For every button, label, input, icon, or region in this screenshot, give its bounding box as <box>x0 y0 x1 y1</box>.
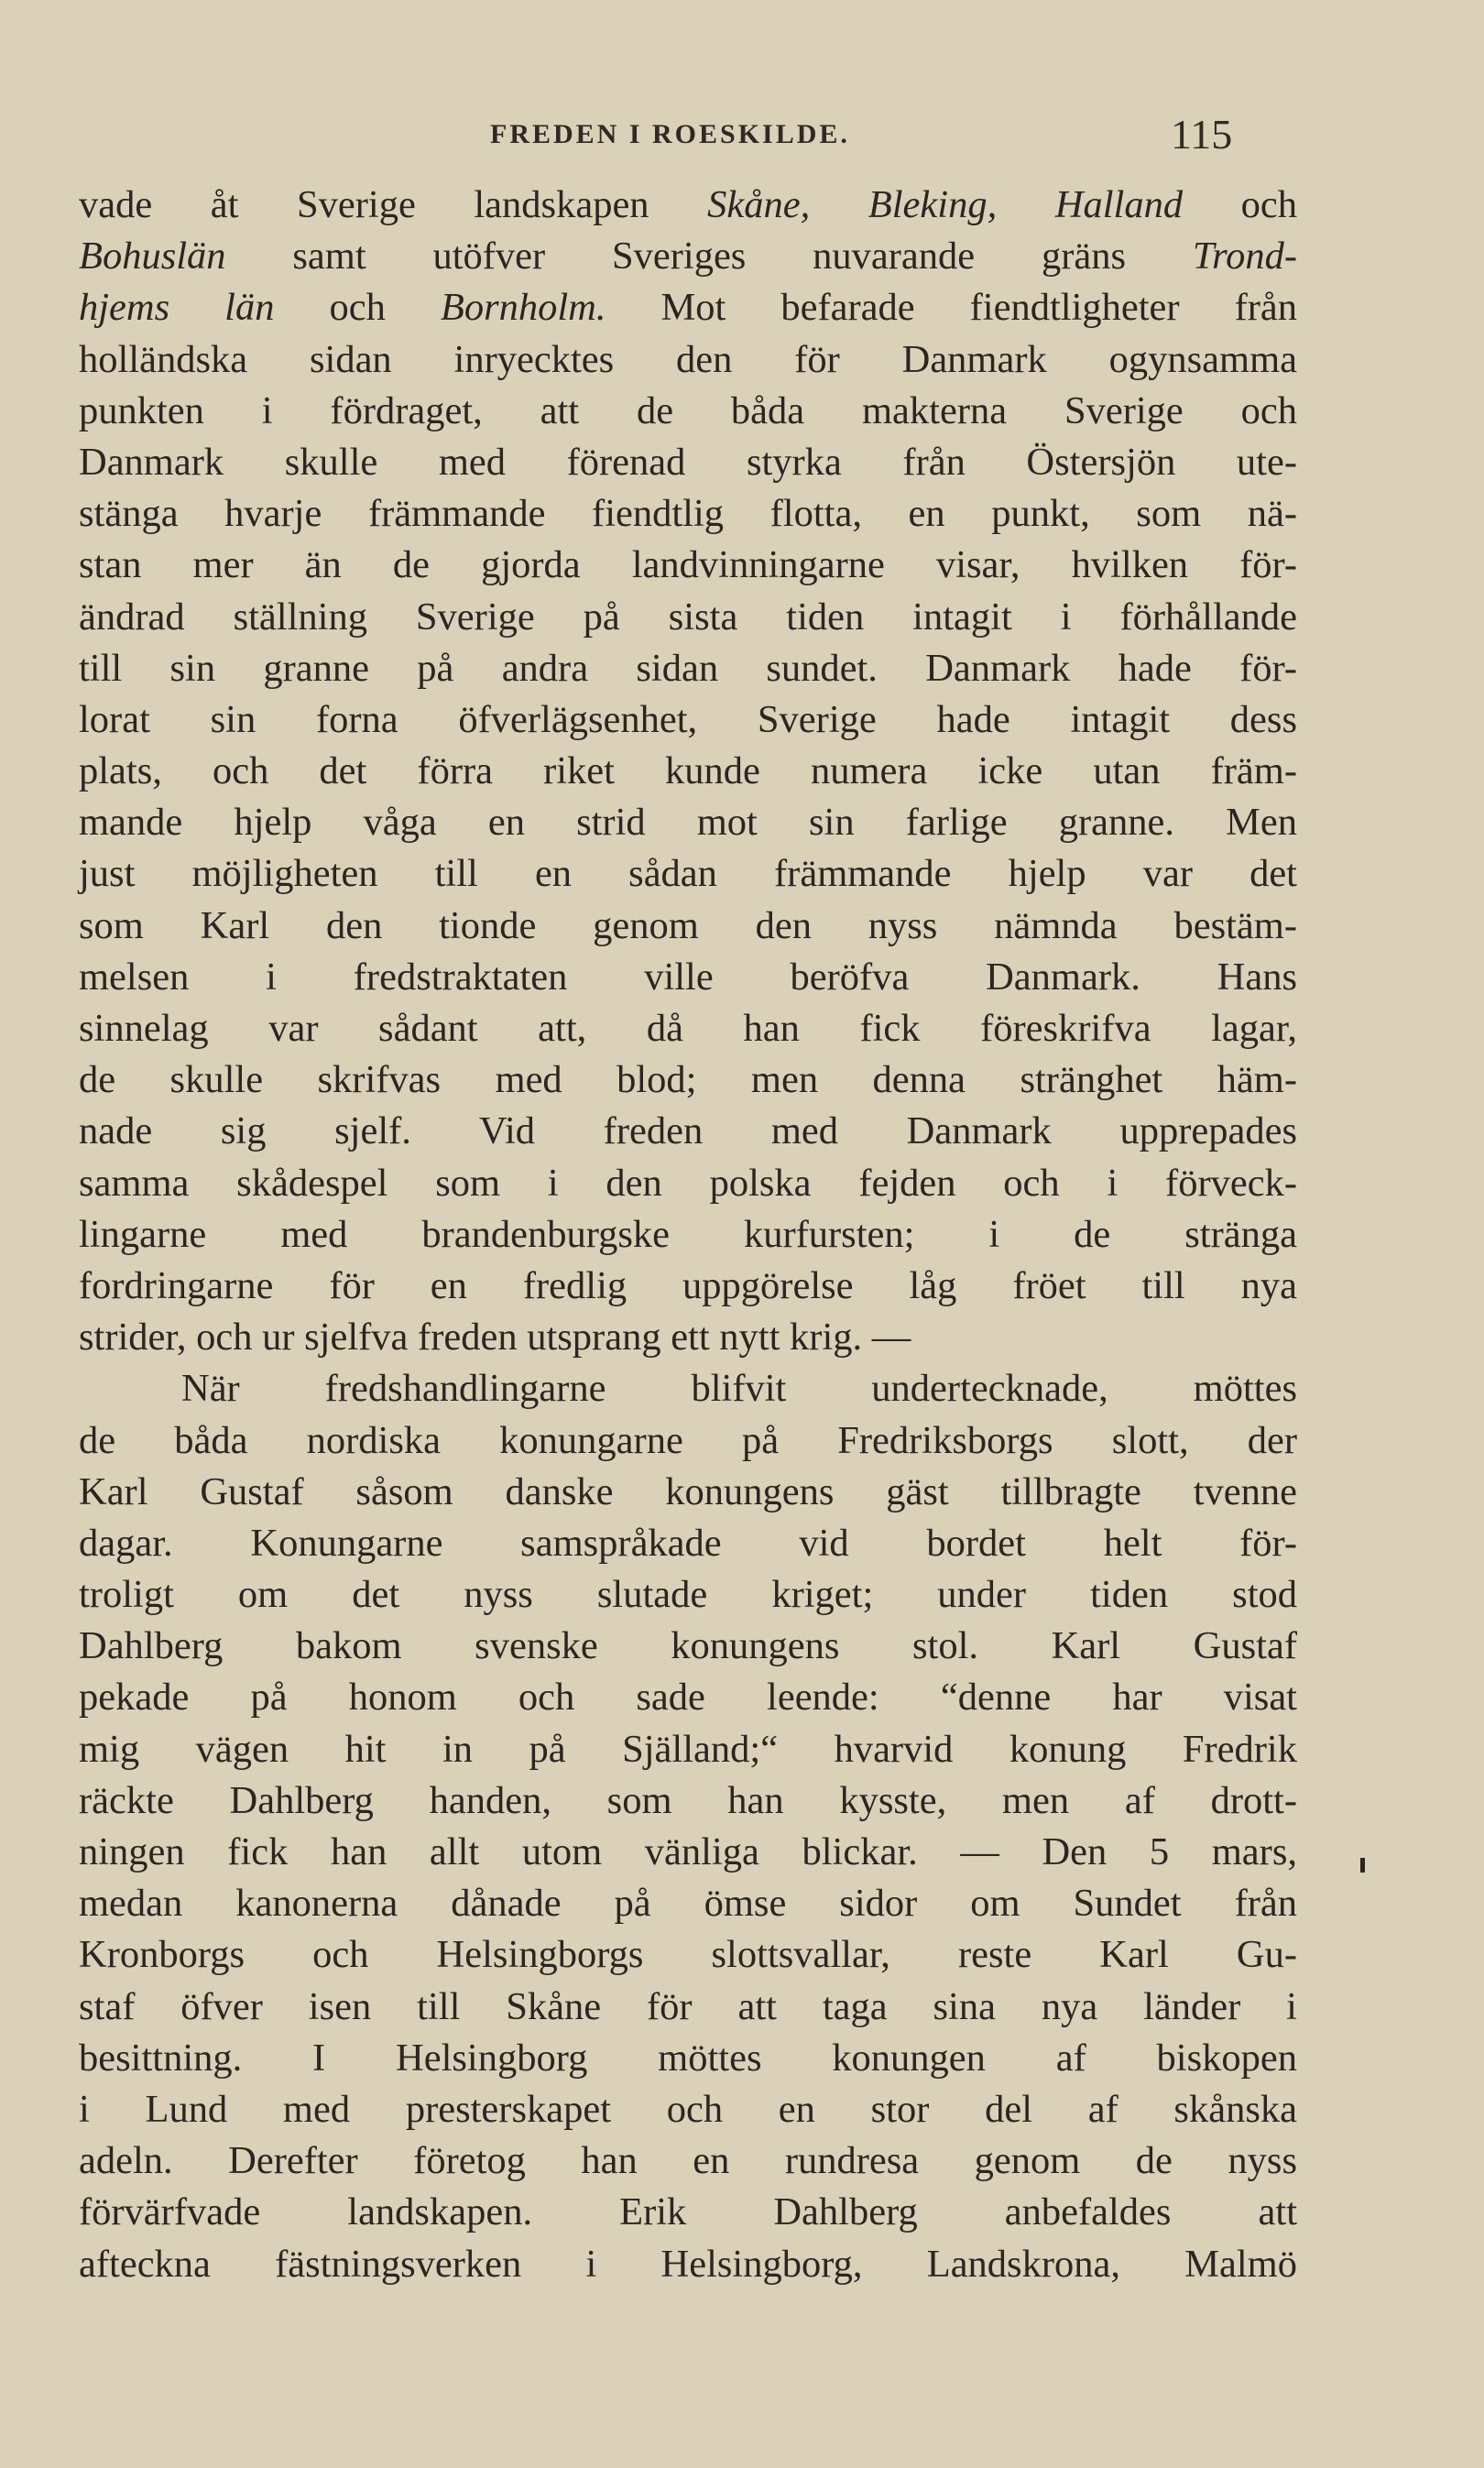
text-line <box>79 592 1297 643</box>
text-segment: ningen fick han allt utom vänliga blickar. — Den 5 mars, <box>79 1830 1297 1873</box>
text-segment: Karl Gustaf såsom danske konungens gäst tillbragte tvenne <box>79 1469 1297 1513</box>
text-line <box>79 1363 1297 1414</box>
page-header <box>0 108 1484 163</box>
italic-text: Skåne, <box>707 183 811 226</box>
text-segment: mande hjelp våga en strid mot sin farlige granne. Men <box>79 801 1297 845</box>
text-segment: de skulle skrifvas med blod; men denna stränghet häm- <box>79 1058 1297 1102</box>
text-segment: dagar. Konungarne samspråkade vid bordet helt för- <box>79 1521 1297 1565</box>
text-line <box>79 2239 1297 2290</box>
text-segment: punkten i fördraget, att de båda makterna Sverige och <box>79 388 1297 432</box>
text-line <box>79 848 1297 900</box>
text-segment: När fredshandlingarne blifvit undertecknade, möttes <box>181 1367 1297 1411</box>
text-line <box>79 1158 1297 1209</box>
text-segment: fordringarne för en fredlig uppgörelse låg fröet till nya <box>79 1263 1297 1307</box>
text-line <box>79 2033 1297 2084</box>
text-segment: Mot befarade fiendtligheter från <box>606 286 1297 330</box>
text-line <box>79 1467 1297 1518</box>
text-line <box>79 1775 1297 1827</box>
text-segment: holländska sidan inryecktes den för Danmark ogynsamma <box>79 337 1297 381</box>
text-segment: samt utöfver Sveriges nuvarande gräns <box>225 235 1193 278</box>
italic-text: Halland <box>1054 183 1184 226</box>
text-segment: och <box>274 286 441 330</box>
text-segment <box>810 183 868 226</box>
text-line <box>79 1569 1297 1621</box>
text-segment: troligt om det nyss slutade kriget; under tiden stod <box>79 1573 1297 1617</box>
running-title: FREDEN I ROESKILDE. <box>490 119 850 149</box>
text-segment: räckte Dahlberg handen, som han kysste, men af drott- <box>79 1778 1297 1822</box>
text-line <box>79 1415 1297 1467</box>
text-segment: plats, och det förra riket kunde numera icke utan främ- <box>79 749 1297 793</box>
italic-text: Bornholm. <box>440 286 606 330</box>
text-line <box>79 1312 1297 1363</box>
text-line <box>79 1878 1297 1929</box>
text-segment: i Lund med presterskapet och en stor del af skånska <box>79 2087 1297 2131</box>
text-segment <box>997 183 1055 226</box>
text-line <box>79 180 1297 231</box>
text-segment: sinnelag var sådant att, då han fick föreskrifva lagar, <box>79 1007 1297 1050</box>
text-segment: vade åt Sverige landskapen <box>79 183 708 226</box>
text-line <box>79 1827 1297 1878</box>
text-segment: besittning. I Helsingborg möttes konungen af biskopen <box>79 2036 1297 2080</box>
text-line <box>79 1003 1297 1054</box>
italic-text: Bohuslän <box>79 235 226 278</box>
text-segment: och <box>1183 183 1298 226</box>
text-segment: Kronborgs och Helsingborgs slottsvallar, reste Karl Gu- <box>79 1933 1297 1977</box>
text-line <box>79 2135 1297 2187</box>
text-segment: afteckna fästningsverken i Helsingborg, Landskrona, Malmö <box>79 2242 1297 2286</box>
text-line <box>79 386 1297 437</box>
text-segment: Dahlberg bakom svenske konungens stol. Karl Gustaf <box>79 1624 1297 1668</box>
text-line <box>79 901 1297 952</box>
text-line <box>79 1106 1297 1157</box>
text-line <box>79 1054 1297 1106</box>
text-line <box>79 1982 1297 2033</box>
text-segment: stan mer än de gjorda landvinningarne visar, hvilken för- <box>79 543 1297 587</box>
text-segment: just möjligheten till en sådan främmande hjelp var det <box>79 852 1297 896</box>
text-segment: staf öfver isen till Skåne för att taga sina nya länder i <box>79 1984 1297 2028</box>
text-line <box>79 1724 1297 1775</box>
text-line <box>79 1621 1297 1672</box>
text-segment: lingarne med brandenburgske kurfursten; i de stränga <box>79 1212 1297 1256</box>
text-line <box>79 1261 1297 1312</box>
text-segment: stänga hvarje främmande fiendtlig flotta, en punkt, som nä- <box>79 492 1297 536</box>
italic-text: Trond- <box>1192 235 1297 278</box>
italic-text: hjems län <box>79 286 275 330</box>
text-line <box>79 746 1297 797</box>
text-segment: mig vägen hit in på Själland;“ hvarvid konung Fredrik <box>79 1727 1297 1771</box>
text-segment: adeln. Derefter företog han en rundresa genom de nyss <box>79 2139 1297 2183</box>
text-segment: pekade på honom och sade leende: “denne har visat <box>79 1676 1297 1720</box>
page-number: 115 <box>1171 111 1233 158</box>
text-line <box>79 2084 1297 2135</box>
text-segment: de båda nordiska konungarne på Fredriksborgs slott, der <box>79 1418 1297 1462</box>
text-line <box>79 1209 1297 1261</box>
text-segment: ändrad ställning Sverige på sista tiden intagit i förhållande <box>79 595 1297 639</box>
text-line <box>79 437 1297 488</box>
text-line <box>79 952 1297 1003</box>
text-line <box>79 2187 1297 2238</box>
text-line <box>79 1518 1297 1569</box>
text-segment: förvärfvade landskapen. Erik Dahlberg anbefaldes att <box>79 2190 1297 2234</box>
text-segment: melsen i fredstraktaten ville beröfva Danmark. Hans <box>79 955 1297 999</box>
text-segment: Danmark skulle med förenad styrka från Östersjön ute- <box>79 440 1297 484</box>
text-line <box>79 1672 1297 1723</box>
text-line <box>79 1929 1297 1981</box>
text-line <box>79 334 1297 386</box>
text-segment: som Karl den tionde genom den nyss nämnda bestäm- <box>79 903 1297 947</box>
text-segment: samma skådespel som i den polska fejden och i förveck- <box>79 1161 1297 1205</box>
text-line <box>79 797 1297 848</box>
text-line <box>79 540 1297 591</box>
body-text <box>79 180 1297 2290</box>
text-line <box>79 231 1297 282</box>
text-line <box>79 282 1297 333</box>
text-segment: till sin granne på andra sidan sundet. Danmark hade för- <box>79 646 1297 690</box>
text-segment: medan kanonerna dånade på ömse sidor om Sundet från <box>79 1882 1297 1926</box>
text-line <box>79 643 1297 694</box>
text-segment: lorat sin forna öfverlägsenhet, Sverige hade intagit dess <box>79 697 1297 741</box>
italic-text: Bleking, <box>867 183 998 226</box>
text-line <box>79 488 1297 540</box>
text-line <box>79 694 1297 746</box>
margin-mark <box>1360 1858 1365 1873</box>
text-segment: nade sig sjelf. Vid freden med Danmark upprepades <box>79 1109 1297 1153</box>
text-segment: strider, och ur sjelfva freden utsprang ett nytt krig. — <box>79 1316 911 1360</box>
